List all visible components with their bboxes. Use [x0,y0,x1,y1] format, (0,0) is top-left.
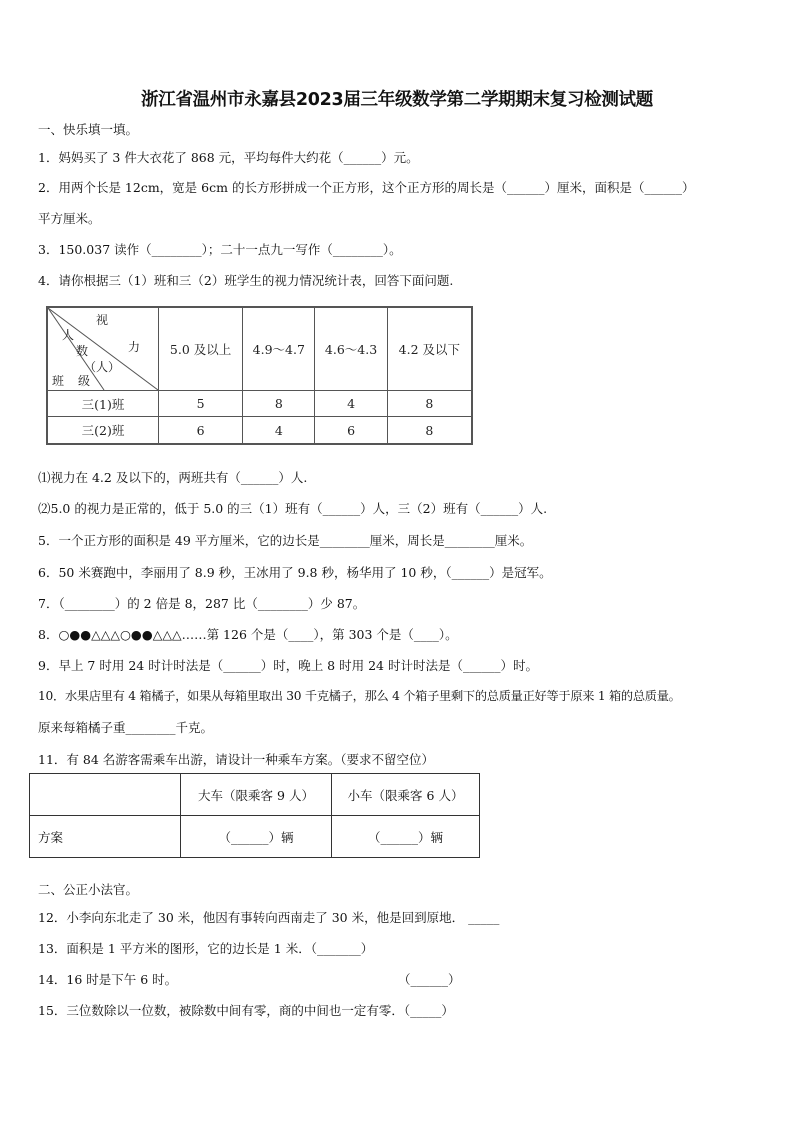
big-bus-count-blank: （______）辆 [181,816,332,858]
plan-row-label: 方案 [30,816,181,858]
table-row [47,417,472,444]
question-14: 14．16 时是下午 6 时。 [38,972,178,987]
question-13: 13．面积是 1 平方米的图形，它的边长是 1 米．（_______） [38,941,374,956]
question-4-part-2: ⑵5.0 的视力是正常的，低于 5.0 的三（1）班有（______）人，三（2）班有（______）人. [38,501,548,516]
corner-label-li: 力 [128,340,141,354]
question-14-blank: （______） [398,972,461,987]
table-cell: 4 [315,391,387,417]
big-bus-header: 大车（限乘客 9 人） [181,774,332,816]
vision-table-corner-cell [47,307,159,391]
question-9: 9．早上 7 时用 24 时计时法是（______）时，晚上 8 时用 24 时计时法是（______）时。 [38,658,538,673]
question-6: 6．50 米赛跑中，李丽用了 8.9 秒，王冰用了 9.8 秒，杨华用了 10 秒，（______）是冠军。 [38,565,552,580]
corner-label-ban: 班 [52,374,65,388]
small-bus-count-blank: （______）辆 [332,816,480,858]
question-4: 4．请你根据三（1）班和三（2）班学生的视力情况统计表，回答下面问题. [38,273,454,288]
section-2-heading: 二、公正小法官。 [38,882,139,897]
corner-label-ji: 级 [78,374,91,388]
row-label: 三(2)班 [47,417,159,444]
bus-plan-table [29,773,480,858]
vision-header-cell: 4.2 及以下 [387,307,472,391]
small-bus-header: 小车（限乘客 6 人） [332,774,480,816]
corner-label-unit: （人） [84,360,121,374]
question-8: 8．○●●△△△○●●△△△……第 126 个是（____），第 303 个是（____）。 [38,627,458,642]
question-10-line-1: 10．水果店里有 4 箱橘子，如果从每箱里取出 30 千克橘子，那么 4 个箱子里剩下的总质量正好等于原来 1 箱的总质量。 [38,689,681,703]
table-cell: 8 [387,417,472,444]
empty-header-cell [30,774,181,816]
question-2-line-2: 平方厘米。 [38,211,101,226]
vision-table [46,306,473,445]
question-4-part-1: ⑴视力在 4.2 及以下的，两班共有（______）人. [38,470,308,485]
question-1: 1．妈妈买了 3 件大衣花了 868 元，平均每件大约花（______）元。 [38,150,419,165]
question-7: 7．（________）的 2 倍是 8，287 比（________）少 87。 [38,596,366,611]
table-row [30,816,480,858]
question-11: 11．有 84 名游客需乘车出游，请设计一种乘车方案。（要求不留空位） [38,752,435,767]
question-5: 5．一个正方形的面积是 49 平方厘米，它的边长是________厘米，周长是________厘米。 [38,533,533,548]
question-2-line-1: 2．用两个长是 12cm，宽是 6cm 的长方形拼成一个正方形，这个正方形的周长是（______）厘米，面积是（______） [38,180,695,195]
table-cell: 6 [315,417,387,444]
vision-header-cell: 4.6～4.3 [315,307,387,391]
vision-header-cell: 4.9～4.7 [243,307,315,391]
corner-label-shi: 视 [96,313,109,327]
table-cell: 4 [243,417,315,444]
table-cell: 5 [159,391,243,417]
vision-header-cell: 5.0 及以上 [159,307,243,391]
table-cell: 8 [387,391,472,417]
row-label: 三(1)班 [47,391,159,417]
table-cell: 8 [243,391,315,417]
table-cell: 6 [159,417,243,444]
page-title: 浙江省温州市永嘉县2023届三年级数学第二学期期末复习检测试题 [141,90,653,110]
table-row [47,391,472,417]
question-3: 3．150.037 读作（________）；二十一点九一写作（________）。 [38,242,402,257]
question-10-line-2: 原来每箱橘子重________千克。 [38,720,214,735]
corner-label-ren: 人 [62,328,75,342]
question-15: 15．三位数除以一位数，被除数中间有零，商的中间也一定有零．（_____） [38,1003,454,1018]
question-12: 12．小李向东北走了 30 米，他因有事转向西南走了 30 米，他是回到原地． _____ [38,910,500,925]
section-1-heading: 一、快乐填一填。 [38,122,139,137]
corner-label-shu: 数 [76,344,89,358]
